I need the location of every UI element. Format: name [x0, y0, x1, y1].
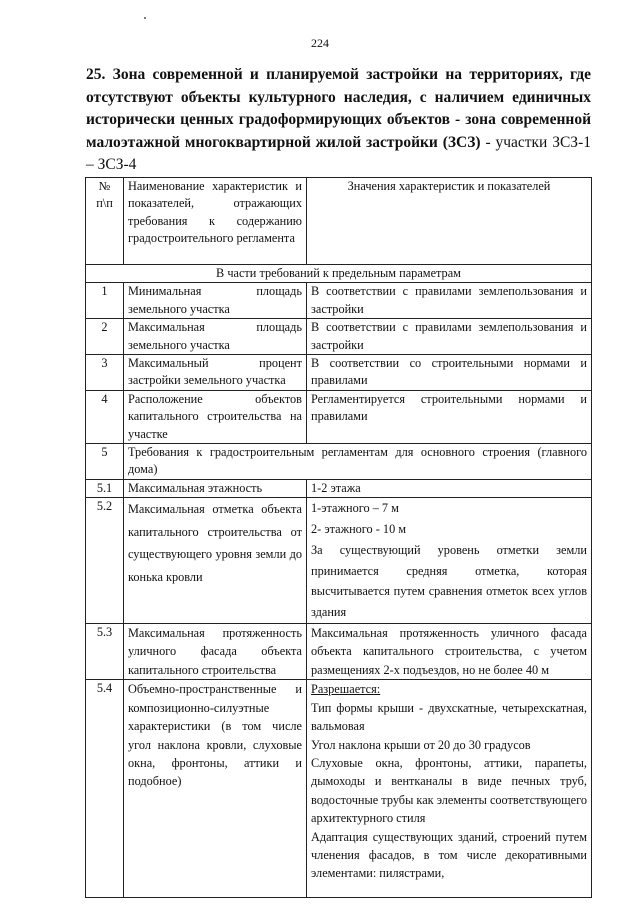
section-title: В части требований к предельным параметрам: [86, 265, 592, 283]
scan-speck: [144, 17, 146, 19]
heading-bold-text: 25. Зона современной и планируемой застройки на территориях, где отсутствуют объекты культурного наследия, с наличием единичных исторически ценных градоформирующих объектов - зона современной малоэтажной многоквартирной жилой застройки (ЗСЗ): [86, 66, 591, 151]
row-num: 5.2: [86, 498, 124, 624]
row-name: Расположение объектов капитального строительства на участке: [124, 390, 307, 443]
row-value: Максимальная протяженность уличного фасада объекта капитального строительства, с учетом размещениях 2-х подъездов, но не более 40 м: [307, 624, 592, 680]
table-row: [86, 355, 592, 391]
row-value: Регламентируется строительными нормами и правилами: [307, 390, 592, 443]
page-cutoff: [311, 883, 587, 897]
row-name: Максимальная площадь земельного участка: [124, 319, 307, 355]
row-num: 3: [86, 355, 124, 391]
value-line: 1-этажного – 7 м: [311, 501, 399, 516]
row-value: В соответствии с правилами землепользования и застройки: [307, 283, 592, 319]
table-row: [86, 479, 592, 497]
row-num: 2: [86, 319, 124, 355]
row-value: [307, 680, 592, 897]
table-row: [86, 444, 592, 480]
row-num: 5.1: [86, 479, 124, 497]
table-row: [86, 283, 592, 319]
row-num: 1: [86, 283, 124, 319]
header-num: № п\п: [86, 178, 124, 265]
heading-plot-range: - участки ЗСЗ-1 – ЗСЗ-4: [86, 133, 591, 173]
regulation-table: [85, 177, 592, 898]
row-value: В соответствии со строительными нормами и правилами: [307, 355, 592, 391]
table-row: [86, 390, 592, 443]
row-value: [307, 498, 592, 624]
value-line: За существующий уровень отметки земли принимается средняя отметка, которая высчитывается путем сравнения отметок всех углов здания: [311, 542, 587, 620]
row-name: Максимальная протяженность уличного фасада объекта капитального строительства: [124, 624, 307, 680]
table-row: [86, 624, 592, 680]
section-heading: [86, 64, 591, 177]
value-line: 2- этажного - 10 м: [311, 522, 407, 537]
row-value: В соответствии с правилами землепользования и застройки: [307, 319, 592, 355]
row-name: Максимальная отметка объекта капитального строительства от существующего уровня земли до конька кровли: [124, 498, 307, 624]
row-name: Максимальный процент застройки земельного участка: [124, 355, 307, 391]
row-num: 5.4: [86, 680, 124, 897]
page-number: 224: [311, 36, 329, 50]
table-row: [86, 498, 592, 624]
value-line: Угол наклона крыши от 20 до 30 градусов: [311, 737, 531, 752]
row-span-text: Требования к градостроительным регламентам для основного строения (главного дома): [124, 444, 592, 480]
row-value: 1-2 этажа: [307, 479, 592, 497]
section-title-row: [86, 265, 592, 283]
row-name: Максимальная этажность: [124, 479, 307, 497]
header-name: Наименование характеристик и показателей, отражающих требования к содержанию градостроительного регламента: [124, 178, 307, 265]
table-row: [86, 319, 592, 355]
row-name: Объемно-пространственные и композиционно-силуэтные характеристики (в том числе угол наклона кровли, слуховые окна, фронтоны, аттики и подобное): [124, 680, 307, 897]
table-header-row: [86, 178, 592, 265]
value-line: Слуховые окна, фронтоны, аттики, парапеты, дымоходы и вентканалы в виде печных труб, водосточные трубы как элементы соответствующего архитектурного стиля: [311, 755, 587, 826]
value-line: Адаптация существующих зданий, строений путем членения фасадов, в том числе декоративными элементами: пилястрами,: [311, 829, 587, 881]
row-name: Минимальная площадь земельного участка: [124, 283, 307, 319]
value-line: Тип формы крыши - двухскатные, четырехскатная, вальмовая: [311, 700, 587, 734]
row-num: 5.3: [86, 624, 124, 680]
header-value: Значения характеристик и показателей: [307, 178, 592, 265]
row-num: 4: [86, 390, 124, 443]
allowed-label: Разрешается:: [311, 682, 381, 697]
row-num: 5: [86, 444, 124, 480]
table-row: [86, 680, 592, 897]
